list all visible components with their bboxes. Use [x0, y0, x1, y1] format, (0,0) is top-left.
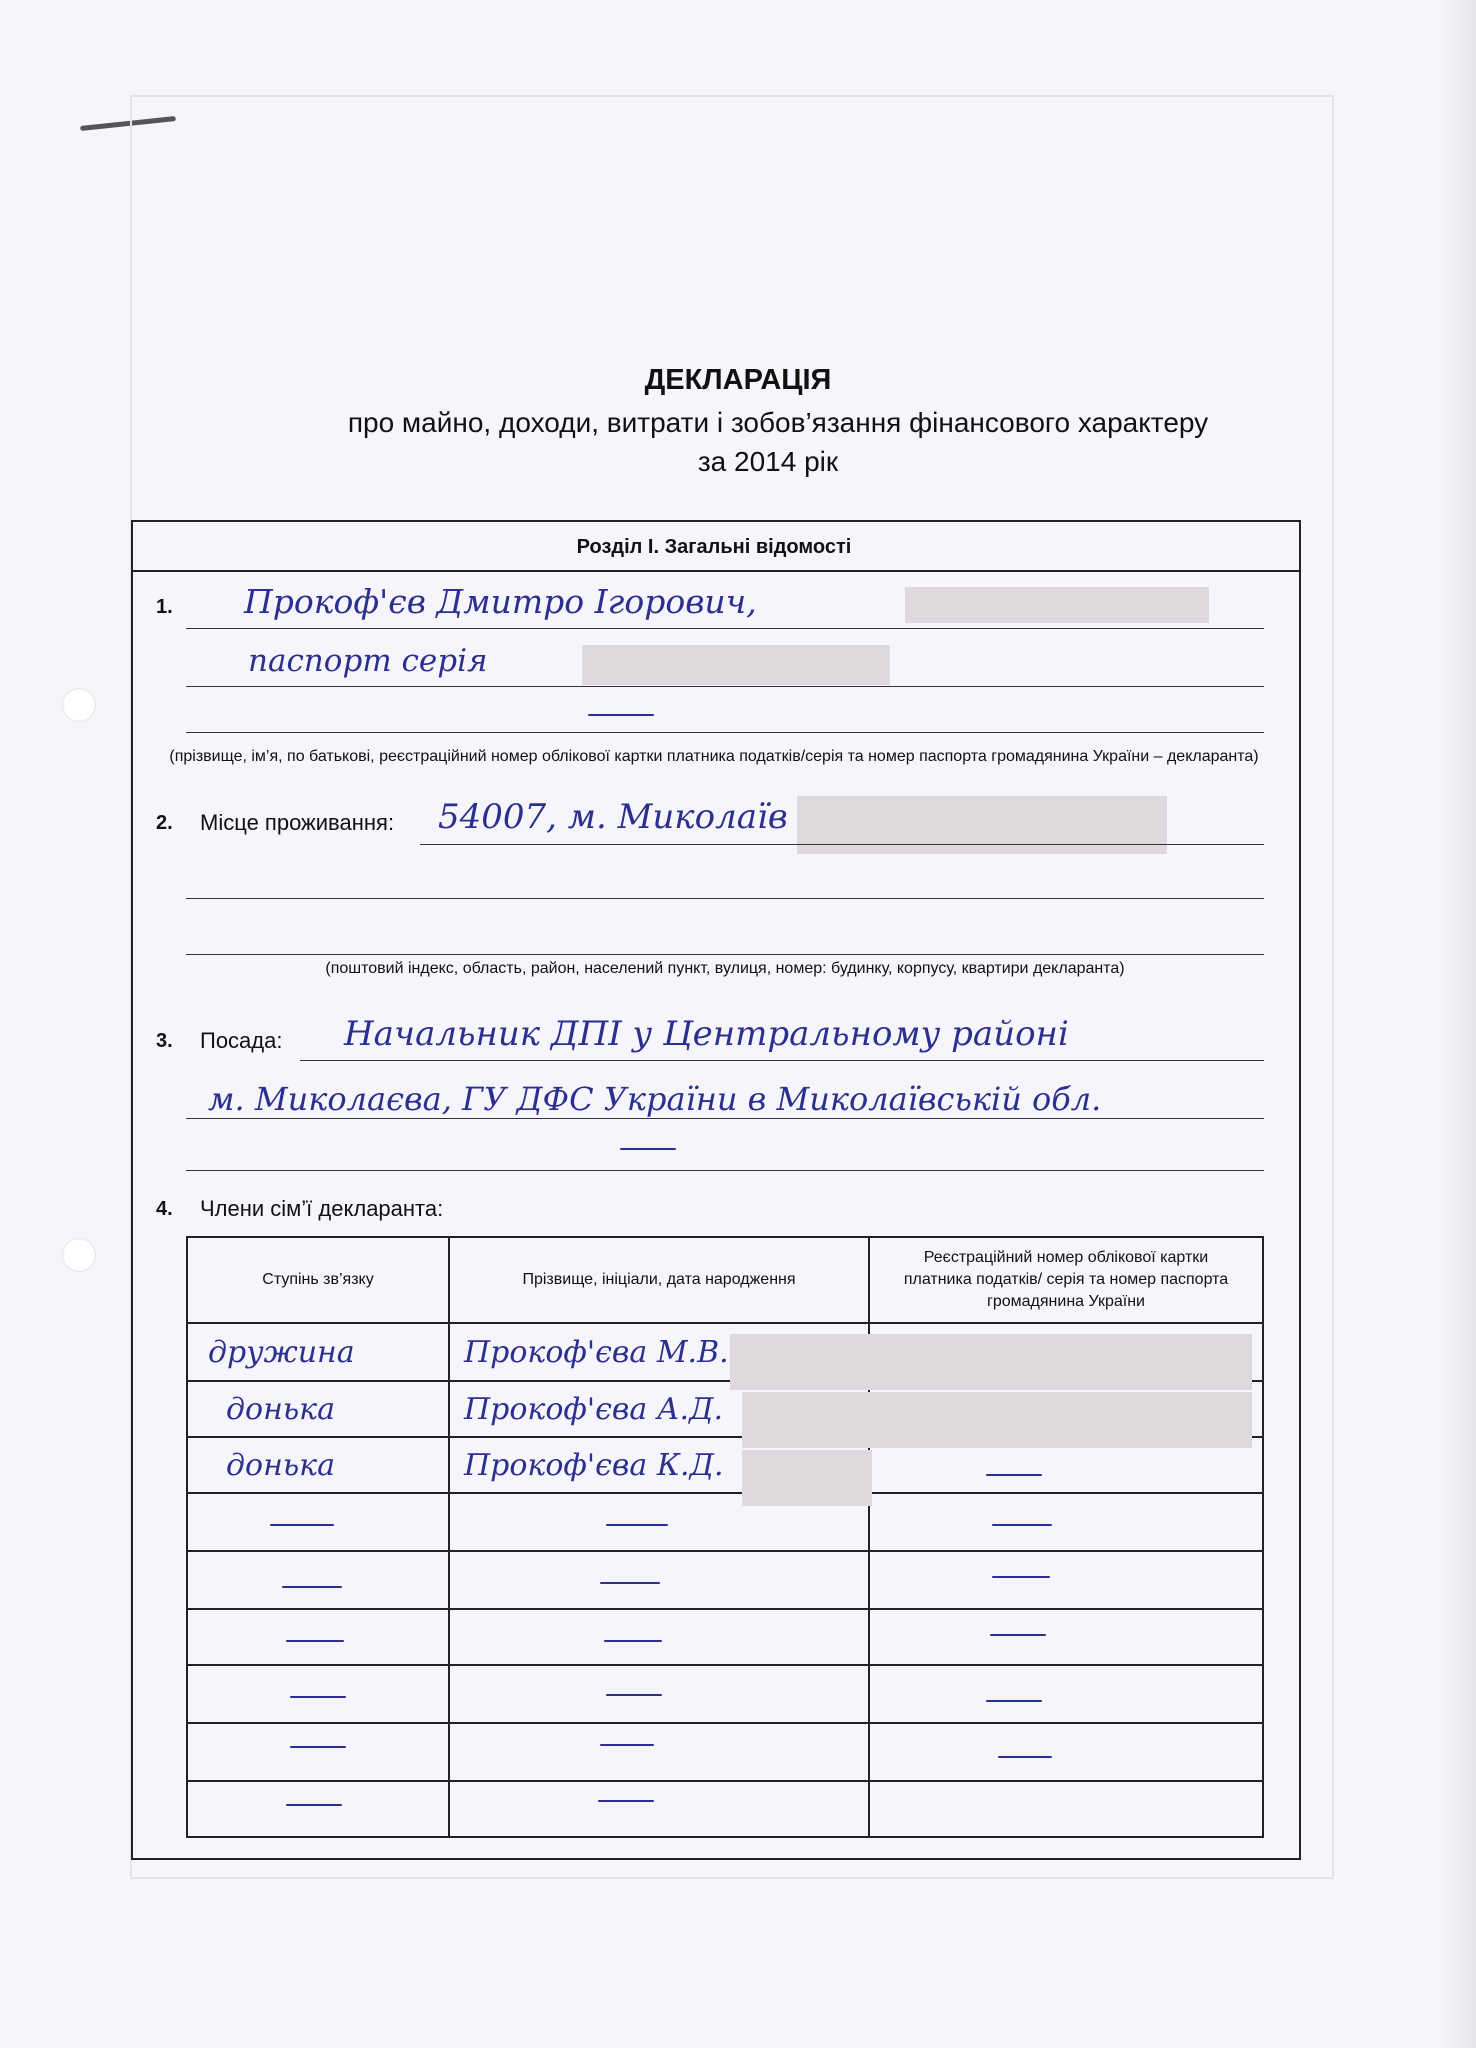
section-title: Розділ І. Загальні відомості	[576, 536, 852, 558]
column-header-name	[449, 1237, 869, 1323]
redacted-address	[797, 796, 1167, 854]
punch-hole-bottom	[62, 1238, 96, 1272]
redacted-passport-number	[582, 645, 890, 685]
relation-cell	[187, 1323, 449, 1381]
field-4-number: 4.	[156, 1198, 173, 1220]
page-subtitle: про майно, доходи, витрати і зобов’язання фінансового характеру	[347, 407, 1209, 438]
field-3-position-handwritten: Начальник ДПІ у Центральному районі	[344, 1014, 1069, 1054]
name-handwritten: Прокоф'єва А.Д.	[464, 1391, 723, 1427]
field-1-caption: (прізвище, ім’я, по батькові, реєстраційний номер облікової картки платника податків/серія та номер паспорта громадянина України – декларанта)	[169, 748, 1259, 765]
relation-cell	[187, 1609, 449, 1665]
empty-row-dash	[270, 1524, 334, 1526]
empty-row-dash	[290, 1696, 346, 1698]
field-3-line-2	[186, 1118, 1264, 1119]
empty-row-dash	[286, 1640, 344, 1642]
relation-cell	[187, 1493, 449, 1551]
field-3-line-1	[300, 1060, 1264, 1061]
table-row-empty	[187, 1781, 1263, 1837]
id-cell	[869, 1609, 1263, 1665]
column-header-relation-text: Ступінь зв’язку	[262, 1271, 374, 1288]
table-row-empty	[187, 1551, 1263, 1609]
name-cell	[449, 1781, 869, 1837]
field-3-line-3	[186, 1170, 1264, 1171]
field-2-caption: (поштовий індекс, область, район, населений пункт, вулиця, номер: будинку, корпусу, квартири декларанта)	[325, 960, 1125, 977]
name-cell	[449, 1551, 869, 1609]
paper-edge	[1440, 0, 1476, 2048]
empty-row-dash	[282, 1586, 342, 1588]
relation-cell	[187, 1665, 449, 1723]
empty-row-dash	[600, 1744, 654, 1746]
field-3-blank-dash	[620, 1148, 676, 1150]
name-handwritten: Прокоф'єва К.Д.	[464, 1447, 724, 1483]
empty-row-dash	[600, 1582, 660, 1584]
relation-handwritten: дружина	[208, 1334, 355, 1370]
empty-row-dash	[604, 1640, 662, 1642]
field-1-name-handwritten: Прокоф'єв Дмитро Ігорович,	[244, 582, 757, 621]
table-row-empty	[187, 1493, 1263, 1551]
field-2-line-3	[186, 954, 1264, 955]
name-cell	[449, 1609, 869, 1665]
table-row-empty	[187, 1723, 1263, 1781]
table-row-empty	[187, 1665, 1263, 1723]
empty-row-dash	[606, 1524, 668, 1526]
empty-row-dash	[990, 1634, 1046, 1636]
empty-row-dash	[286, 1804, 342, 1806]
id-cell	[869, 1723, 1263, 1781]
field-1-line-1	[186, 628, 1264, 629]
empty-row-dash	[290, 1746, 346, 1748]
field-1-line-2	[186, 686, 1264, 687]
family-members-table	[186, 1236, 1264, 1838]
id-cell	[869, 1781, 1263, 1837]
relation-handwritten: донька	[226, 1447, 335, 1483]
row-3-id-dash	[986, 1474, 1042, 1476]
empty-row-dash	[606, 1694, 662, 1696]
relation-cell	[187, 1437, 449, 1493]
redacted-id-row-3	[742, 1450, 872, 1506]
empty-row-dash	[992, 1524, 1052, 1526]
column-header-name-text: Прізвище, ініціали, дата народження	[522, 1271, 796, 1288]
relation-cell	[187, 1723, 449, 1781]
empty-row-dash	[998, 1756, 1052, 1758]
relation-handwritten: донька	[226, 1391, 335, 1427]
page-year: за 2014 рік	[697, 446, 839, 477]
field-2-address-handwritten: 54007, м. Миколаїв	[438, 797, 788, 837]
field-3-number: 3.	[156, 1030, 173, 1052]
name-cell	[449, 1723, 869, 1781]
column-header-id	[869, 1237, 1263, 1323]
redacted-id-number	[905, 587, 1209, 623]
empty-row-dash	[986, 1700, 1042, 1702]
field-1-passport-handwritten: паспорт серія	[248, 643, 488, 679]
field-4-label: Члени сім’ї декларанта:	[200, 1196, 444, 1221]
column-header-relation	[187, 1237, 449, 1323]
redacted-id-row-1	[730, 1334, 1252, 1390]
name-handwritten: Прокоф'єва М.В.	[464, 1334, 729, 1370]
empty-row-dash	[598, 1800, 654, 1802]
field-1-blank-dash	[588, 714, 654, 716]
field-2-number: 2.	[156, 812, 173, 834]
section-header-divider	[133, 570, 1299, 572]
page-title: ДЕКЛАРАЦІЯ	[644, 364, 832, 396]
field-1-line-3	[186, 732, 1264, 733]
relation-cell	[187, 1551, 449, 1609]
field-2-line-2	[186, 898, 1264, 899]
relation-cell	[187, 1781, 449, 1837]
table-row-empty	[187, 1609, 1263, 1665]
id-cell	[869, 1665, 1263, 1723]
id-cell	[869, 1493, 1263, 1551]
column-header-id-text: Реєстраційний номер облікової картки платника податків/ серія та номер паспорта громадянина України	[903, 1249, 1229, 1310]
punch-hole-top	[62, 688, 96, 722]
redacted-id-row-2	[742, 1392, 1252, 1448]
id-cell	[869, 1551, 1263, 1609]
empty-row-dash	[992, 1576, 1050, 1578]
field-1-number: 1.	[156, 596, 173, 618]
field-2-label: Місце проживання:	[200, 810, 395, 835]
relation-cell	[187, 1381, 449, 1437]
field-2-line-1	[420, 844, 1264, 845]
field-3-position-line2-handwritten: м. Миколаєва, ГУ ДФС України в Миколаївській обл.	[208, 1080, 1102, 1118]
field-3-label: Посада:	[200, 1028, 283, 1053]
